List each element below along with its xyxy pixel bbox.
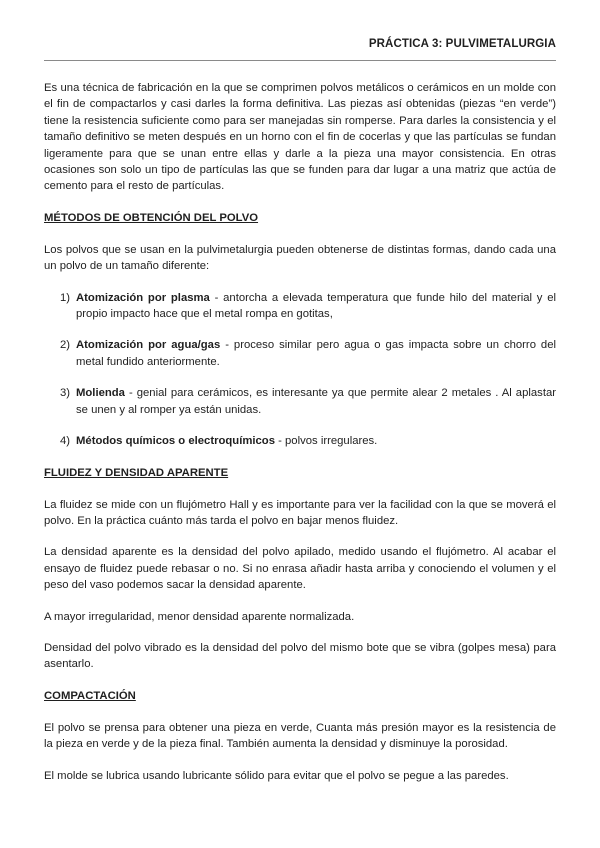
list-item-number: 1) xyxy=(60,291,71,304)
list-item-number: 4) xyxy=(60,435,71,448)
paragraph: La densidad aparente es la densidad del polvo apilado, medido usando el flujómetro. Al acabar el ensayo de fluidez puede rebasar o no. Si no enrasa añadir hasta arriba y conociendo el volumen y el peso del vaso podemos sacar la densidad aparente. xyxy=(44,546,556,592)
list-item-text: - polvos irregulares. xyxy=(274,435,378,448)
intro-paragraph: Es una técnica de fabricación en la que se comprimen polvos metálicos o cerámicos en un molde con el fin de compactarlos y casi darles la forma definitiva. Las piezas así obtenidas (piezas “en verde”) tiene la resistencia suficiente como para ser manejadas sin romperse. Para darles la consistencia y el tamaño definitivo se meten después en un horno con el fin de cocerlas y que las partículas se fundan ligeramente para que se unan entre ellas y darle a la pieza una mayor consistencia. En otras ocasiones son solo un tipo de partículas las que se funden para dar lugar a una matriz que actúa de cemento para el resto de partículas. xyxy=(44,82,556,193)
paragraph: El polvo se prensa para obtener una pieza en verde, Cuanta más presión mayor es la resistencia de la pieza en verde y de la pieza final. También aumenta la densidad y disminuye la porosidad. xyxy=(44,721,556,751)
list-item-title: Atomización por plasma xyxy=(76,291,210,304)
paragraph: El molde se lubrica usando lubricante sólido para evitar que el polvo se pegue a las paredes. xyxy=(44,769,509,782)
list-item-title: Molienda xyxy=(76,387,125,400)
list-item-title: Atomización por agua/gas xyxy=(76,339,221,352)
list-item xyxy=(44,290,556,323)
document-body xyxy=(44,80,556,799)
section-heading-fluidez: FLUIDEZ Y DENSIDAD APARENTE xyxy=(44,466,229,479)
list-item xyxy=(44,337,556,370)
paragraph: A mayor irregularidad, menor densidad aparente normalizada. xyxy=(44,610,355,623)
header-divider xyxy=(44,60,556,61)
section-obtencion-intro: Los polvos que se usan en la pulvimetalurgia pueden obtenerse de distintas formas, dando cada una un polvo de un tamaño diferente: xyxy=(44,243,556,273)
list-item-text: - antorcha a elevada temperatura que funde hilo del material y el propio impacto hace que el metal rompa en gotitas, xyxy=(76,291,556,321)
section-heading-obtencion: MÉTODOS DE OBTENCIÓN DEL POLVO xyxy=(44,211,259,224)
paragraph: Densidad del polvo vibrado es la densidad del polvo del mismo bote que se vibra (golpes mesa) para asentarlo. xyxy=(44,641,556,671)
list-item-number: 2) xyxy=(60,339,71,352)
section-heading-compactacion: COMPACTACIÓN xyxy=(44,689,136,702)
list-item-text: - proceso similar pero agua o gas impacta sobre un chorro del metal fundido anteriormente. xyxy=(76,339,557,368)
list-item xyxy=(44,433,556,449)
paragraph: La fluidez se mide con un flujómetro Hall y es importante para ver la facilidad con la que se moverá el polvo. En la práctica cuánto más tarda el polvo en bajar menos fluidez. xyxy=(44,498,556,527)
list-item-number: 3) xyxy=(60,387,71,400)
list-item-text: - genial para cerámicos, es interesante ya que permite alear 2 metales . Al aplastar se unen y al romper ya están unidas. xyxy=(76,387,556,416)
list-item xyxy=(44,385,556,418)
list-item-title: Métodos químicos o electroquímicos xyxy=(76,435,275,448)
page-header: PRÁCTICA 3: PULVIMETALURGIA xyxy=(368,38,556,50)
methods-list xyxy=(44,290,556,450)
